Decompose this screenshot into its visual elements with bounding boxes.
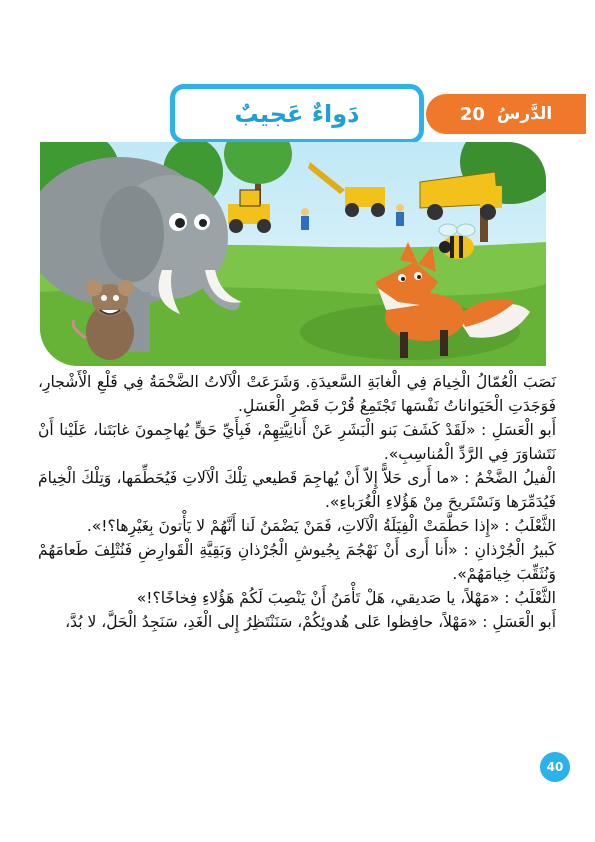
story-paragraph: أَبو الْعَسَلِ : «مَهْلاً، حافِظوا عَلى هُدوئِكُمْ، سَنَنْتَظِرُ إِلى الْغَدِ، سَنَجِدُ الْحَلَّ، لا بُدَّ،	[65, 613, 556, 631]
lesson-title: دَواءٌ عَجيبٌ	[234, 100, 360, 128]
worker-icon	[301, 208, 309, 230]
page-number	[540, 752, 570, 782]
worker-icon	[396, 204, 404, 226]
lesson-label: الدَّرسُ	[496, 104, 553, 124]
story-paragraph: أَبو الْعَسَلِ : «لَقَدْ كَشَفَ بَنو الْبَشَرِ عَنْ أَنانِيَّتِهِمْ، فَبِأَيِّ حَقٍّ يُهاجِمونَ غابَتَنا، عَلَيْنا أَنْ نَتَشاوَرَ فِي الرَّدِّ الْمُناسِبِ».	[38, 421, 556, 463]
story-paragraph: الثَّعْلَبُ : «إِذا حَطَّمَتْ الْفِيَلَةُ الْآلاتِ، فَمَنْ يَضْمَنُ لَنا أَنَّهُمْ لا يَأْتونَ بِغَيْرِها؟!».	[86, 517, 556, 535]
lesson-title-box	[170, 84, 424, 144]
page-number-label: 40	[546, 760, 564, 774]
story-paragraph: الْفيلُ الضَّخْمُ : «ما أَرى حَلاًّ إِلاّ أَنْ يُهاجِمَ قَطيعي تِلْكَ الْآلاتِ فَيُحَطِّمَها، وَتِلْكَ الْخِيامَ فَيُدَمِّرَها وَنَسْتَريحَ مِنْ هَؤُلاءِ الْغُرَباءِ».	[38, 469, 556, 511]
story-paragraph: كَبيرُ الْجُرْذانِ : «أَنا أَرى أَنْ نَهْجُمَ بِجُيوشِ الْجُرْذانِ وَبَقِيَّةِ الْقَوارِضِ فَنُتْلِفَ طَعامَهُمْ وَنُثَقِّبَ خِيامَهُمْ».	[38, 541, 556, 583]
story-illustration	[40, 142, 546, 366]
forest-scene	[40, 142, 546, 366]
story-text	[38, 370, 556, 634]
lesson-badge	[426, 94, 586, 134]
story-paragraph: نَصَبَ الْعُمّالُ الْخِيامَ فِي الْغابَةِ السَّعيدَةِ. وَشَرَعَتْ الْآلاتُ الضَّخْمَةُ فِي قَلْعِ الْأَشْجارِ، فَوَجَدَتِ الْحَيَواناتُ نَفْسَها تَجْتَمِعُ قُرْبَ قَصْرِ الْعَسَلِ.	[38, 373, 556, 415]
story-paragraph: الثَّعْلَبُ : «مَهْلاً، يا صَديقي، هَلْ تَأْمَنُ أَنْ يَنْصِبَ لَكُمْ هَؤُلاءِ فِخاخًا؟!»	[136, 589, 556, 607]
lesson-number: 20	[459, 103, 485, 125]
